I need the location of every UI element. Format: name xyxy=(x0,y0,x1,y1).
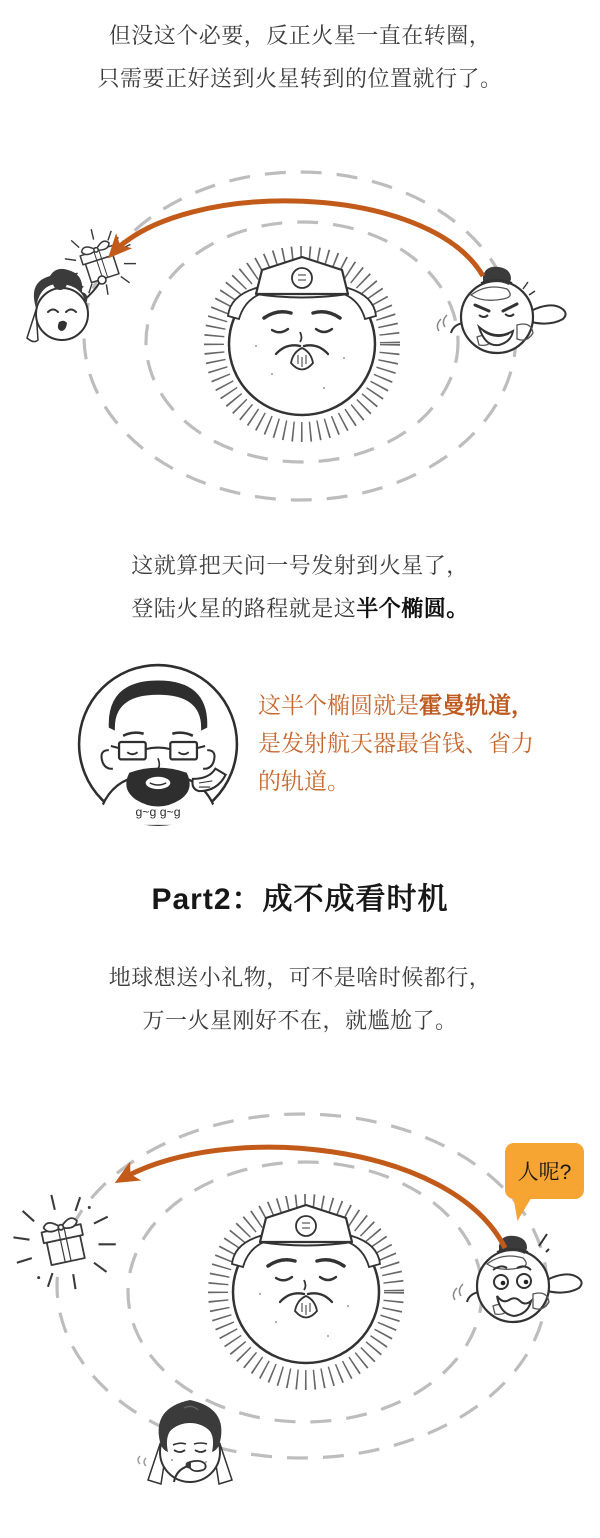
hohmann-caption xyxy=(0,544,600,630)
teacher-callout-text xyxy=(258,686,570,800)
teacher-avatar xyxy=(76,662,240,826)
hohmann-caption-line-1: 这就算把天问一号发射到火星了， xyxy=(131,553,469,578)
speech-bubble-text: 人呢? xyxy=(517,1161,572,1184)
intro-caption xyxy=(0,14,600,100)
timing-line-2: 万一火星刚好不在，就尴尬了。 xyxy=(142,1008,458,1033)
intro-line-2: 只需要正好送到火星转到的位置就行了。 xyxy=(97,66,503,91)
hohmann-caption-line-2 xyxy=(0,587,600,630)
callout-line-2: 是发射航天器最省钱、省力 xyxy=(258,730,534,756)
callout-line-1-text: 这半个椭圆就是 xyxy=(258,692,419,718)
mars-character xyxy=(138,1400,232,1484)
timing-caption xyxy=(0,956,600,1042)
part2-heading: Part2：成不成看时机 xyxy=(151,883,449,916)
hohmann-caption-line-2-bold: 半个椭圆。 xyxy=(356,596,469,621)
sun-character xyxy=(214,256,390,432)
orbit-diagram-1 xyxy=(0,140,600,550)
drifting-gift-box xyxy=(40,1216,88,1265)
avatar-shirt-text: g~g g~g xyxy=(135,804,181,819)
callout-line-1-bold: 霍曼轨道， xyxy=(419,692,534,718)
callout-line-1 xyxy=(258,686,570,724)
hohmann-caption-line-2-text: 登陆火星的路程就是这 xyxy=(131,596,357,621)
timing-line-1: 地球想送小礼物，可不是啥时候都行， xyxy=(108,965,492,990)
sun-character xyxy=(218,1204,394,1380)
intro-line-1: 但没这个必要，反正火星一直在转圈， xyxy=(108,23,492,48)
speech-bubble xyxy=(505,1143,584,1199)
callout-line-3: 的轨道。 xyxy=(258,768,350,794)
earth-character xyxy=(453,1234,581,1322)
